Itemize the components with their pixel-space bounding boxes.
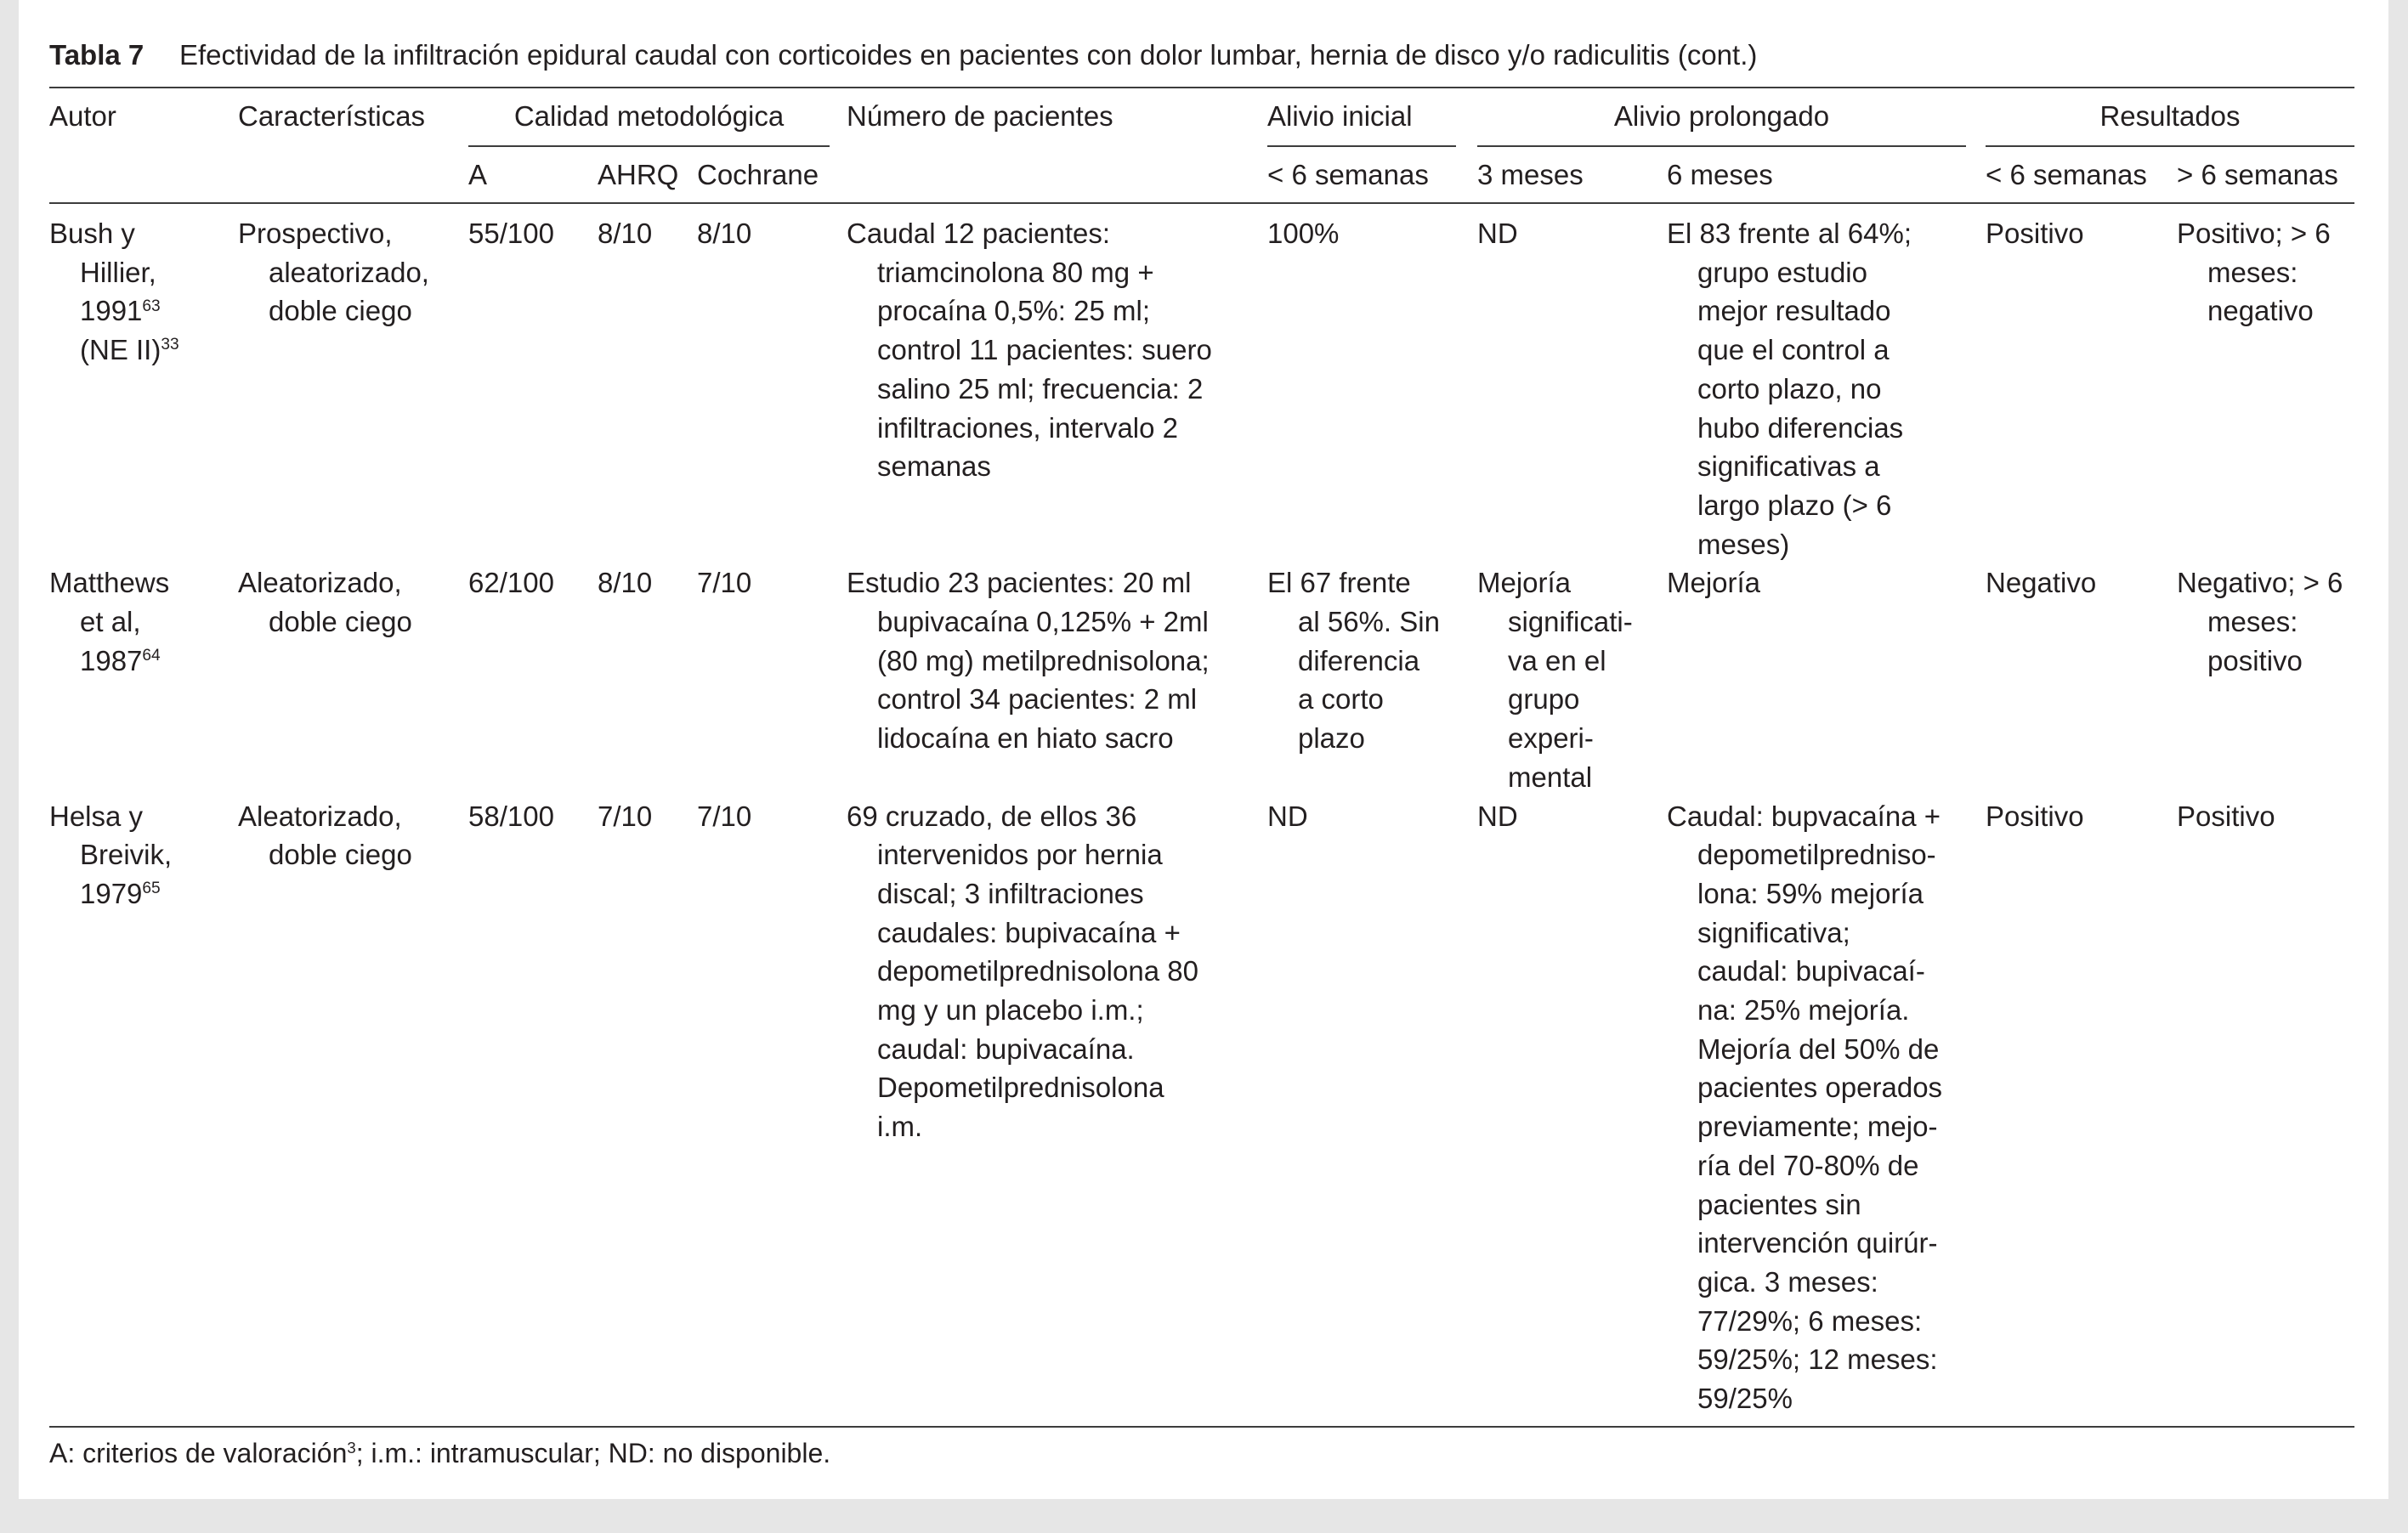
citation-year: 1987 xyxy=(80,644,143,676)
cell-res-lt6 xyxy=(1986,563,2177,796)
cell-line: caudales: bupivacaína + xyxy=(877,916,1181,948)
cell-line: Positivo xyxy=(1986,800,2084,832)
top-rule xyxy=(49,87,2354,88)
cell-line: Mejoría xyxy=(1477,567,1572,599)
cell-line: Mejoría xyxy=(1667,567,1761,599)
cell-line: control 34 pacientes: 2 ml xyxy=(877,683,1198,716)
table-body xyxy=(49,214,2354,1418)
cell-numero xyxy=(847,563,1267,796)
table-label: Tabla 7 xyxy=(49,39,144,71)
cell-line: bupivacaína 0,125% + 2ml xyxy=(877,606,1209,638)
cell-a xyxy=(468,797,598,1418)
cell-ahrq xyxy=(598,214,697,563)
cell-line: grupo estudio xyxy=(1697,256,1867,288)
cell-line: significativas a xyxy=(1697,450,1880,483)
cell-line: Breivik, xyxy=(80,839,173,871)
cell-line: ND xyxy=(1267,800,1308,832)
cell-line: mg y un placebo i.m.; xyxy=(877,994,1144,1027)
col-header-cochrane: Cochrane xyxy=(697,159,819,190)
col-header-inicial-lt6: < 6 semanas xyxy=(1267,159,1429,190)
cell-line: discal; 3 infiltraciones xyxy=(877,877,1144,909)
cell-line: corto plazo, no xyxy=(1697,372,1882,404)
cell-line xyxy=(49,642,238,681)
col-header-ahrq: AHRQ xyxy=(598,159,679,190)
cell-autor xyxy=(49,214,238,563)
cell-line: negativo xyxy=(2207,295,2314,327)
cell-line: plazo xyxy=(1298,722,1365,755)
cell-alivio-inicial xyxy=(1267,797,1477,1418)
cell-line: hubo diferencias xyxy=(1697,411,1904,444)
cell-line: Hillier, xyxy=(80,256,156,288)
cell-line: meses: xyxy=(2207,256,2298,288)
cell-line: pacientes operados xyxy=(1697,1072,1943,1104)
cell-line: Aleatorizado, xyxy=(238,800,402,832)
cell-line: 8/10 xyxy=(598,218,653,249)
col-header-resultados-gt6: > 6 semanas xyxy=(2177,159,2338,190)
cell-line: et al, xyxy=(80,606,141,638)
cell-prol-3m xyxy=(1477,797,1667,1418)
cell-line: 62/100 xyxy=(468,567,554,599)
cell-line: meses: xyxy=(2207,606,2298,638)
cell-line: significativa; xyxy=(1697,916,1850,948)
cell-alivio-inicial xyxy=(1267,214,1477,563)
col-header-prolongado-3m: 3 meses xyxy=(1477,159,1584,190)
cell-cochrane xyxy=(697,797,847,1418)
cell-line: ND xyxy=(1477,800,1518,832)
cell-res-lt6 xyxy=(1986,214,2177,563)
cell-line: 8/10 xyxy=(598,567,653,599)
cell-line: grupo xyxy=(1508,683,1580,716)
footnote-reference: 3 xyxy=(347,1438,356,1457)
col-header-a: A xyxy=(468,159,488,190)
cell-a xyxy=(468,214,598,563)
cell-line: a corto xyxy=(1298,683,1384,716)
cell-line: va en el xyxy=(1508,644,1606,676)
cell-line: doble ciego xyxy=(269,839,412,871)
reference-number: 63 xyxy=(142,297,161,315)
cell-line: i.m. xyxy=(877,1111,923,1143)
cell-caracteristicas xyxy=(238,214,468,563)
cell-autor xyxy=(49,563,238,796)
cell-line: Positivo xyxy=(1986,218,2084,249)
cell-line: 100% xyxy=(1267,218,1340,249)
cell-line xyxy=(49,874,238,914)
cell-line: pacientes sin xyxy=(1697,1188,1861,1220)
cell-caracteristicas xyxy=(238,563,468,796)
cell-numero xyxy=(847,214,1267,563)
cell-line: Aleatorizado, xyxy=(238,567,402,599)
cell-autor xyxy=(49,797,238,1418)
cell-prol-6m xyxy=(1667,214,1986,563)
cell-line: Positivo; > 6 xyxy=(2177,218,2331,249)
reference-number: 64 xyxy=(142,646,161,665)
cell-line: El 83 frente al 64%; xyxy=(1667,218,1912,249)
cell-line: previamente; mejo- xyxy=(1697,1111,1938,1143)
cell-line: intervención quirúr- xyxy=(1697,1227,1938,1259)
cell-line: Matthews xyxy=(49,567,170,599)
cell-alivio-inicial xyxy=(1267,563,1477,796)
reference-number: 33 xyxy=(161,336,179,354)
cell-line: caudal: bupivacaína. xyxy=(877,1032,1135,1065)
group-rule-alivio-inicial xyxy=(1267,145,1456,147)
cell-line: El 67 frente xyxy=(1267,567,1411,599)
cell-line: infiltraciones, intervalo 2 xyxy=(877,411,1179,444)
cell-line: mejor resultado xyxy=(1697,295,1891,327)
cell-prol-3m xyxy=(1477,214,1667,563)
cell-line: Bush y xyxy=(49,218,135,249)
cell-prol-3m xyxy=(1477,563,1667,796)
cell-line: 7/10 xyxy=(697,567,752,599)
table-row xyxy=(49,563,2354,796)
cell-prol-6m xyxy=(1667,797,1986,1418)
cell-line: aleatorizado, xyxy=(269,256,429,288)
cell-ahrq xyxy=(598,563,697,796)
cell-line: procaína 0,5%: 25 ml; xyxy=(877,295,1151,327)
cell-line: 7/10 xyxy=(697,800,752,832)
cell-line: 55/100 xyxy=(468,218,554,249)
cell-line: doble ciego xyxy=(269,295,412,327)
cell-line: depometilprednisolona 80 xyxy=(877,955,1198,987)
col-group-calidad: Calidad metodológica xyxy=(513,100,785,132)
col-header-caracteristicas: Características xyxy=(238,100,426,132)
cell-line: largo plazo (> 6 xyxy=(1697,489,1892,521)
cell-res-gt6 xyxy=(2177,563,2354,796)
cell-line: control 11 pacientes: suero xyxy=(877,334,1212,366)
cell-line: 7/10 xyxy=(598,800,653,832)
cell-line: 59/25%; 12 meses: xyxy=(1697,1343,1938,1376)
cell-res-gt6 xyxy=(2177,214,2354,563)
reference-number: 65 xyxy=(142,880,161,898)
cell-res-gt6 xyxy=(2177,797,2354,1418)
cell-line: (80 mg) metilprednisolona; xyxy=(877,644,1210,676)
col-header-prolongado-6m: 6 meses xyxy=(1667,159,1773,190)
footnote-text-end: ; i.m.: intramuscular; ND: no disponible. xyxy=(355,1438,831,1468)
cell-line: 69 cruzado, de ellos 36 xyxy=(847,800,1137,832)
table-row xyxy=(49,214,2354,563)
cell-line: experi- xyxy=(1508,722,1594,755)
cell-line: Negativo; > 6 xyxy=(2177,567,2343,599)
cell-line: ND xyxy=(1477,218,1518,249)
cell-line: al 56%. Sin xyxy=(1298,606,1440,638)
cell-line: mental xyxy=(1508,761,1593,793)
cell-line: semanas xyxy=(877,450,991,483)
header-bottom-rule xyxy=(49,202,2354,204)
cell-numero xyxy=(847,797,1267,1418)
cell-line: Depometilprednisolona xyxy=(877,1072,1164,1104)
cell-line: Caudal: bupvacaína + xyxy=(1667,800,1941,832)
cell-prol-6m xyxy=(1667,563,1986,796)
group-rule-calidad xyxy=(468,145,830,147)
cell-line xyxy=(49,291,238,331)
citation-year: (NE II) xyxy=(80,334,161,366)
cell-cochrane xyxy=(697,214,847,563)
cell-line: intervenidos por hernia xyxy=(877,839,1163,871)
citation-year: 1979 xyxy=(80,877,143,909)
cell-line: diferencia xyxy=(1298,644,1420,676)
table-row xyxy=(49,797,2354,1418)
cell-line: lidocaína en hiato sacro xyxy=(877,722,1174,755)
cell-line: depometilpredniso- xyxy=(1697,839,1936,871)
citation-year: 1991 xyxy=(80,295,143,327)
cell-line: gica. 3 meses: xyxy=(1697,1265,1878,1298)
cell-line: positivo xyxy=(2207,644,2303,676)
cell-line: triamcinolona 80 mg + xyxy=(877,256,1154,288)
cell-line: ría del 70-80% de xyxy=(1697,1149,1919,1181)
group-rule-resultados xyxy=(1986,145,2354,147)
col-group-alivio-inicial: Alivio inicial xyxy=(1267,100,1413,132)
cell-line: 77/29%; 6 meses: xyxy=(1697,1304,1923,1337)
cell-line: significati- xyxy=(1508,606,1633,638)
cell-res-lt6 xyxy=(1986,797,2177,1418)
cell-line: Estudio 23 pacientes: 20 ml xyxy=(847,567,1192,599)
cell-line: Mejoría del 50% de xyxy=(1697,1032,1940,1065)
cell-ahrq xyxy=(598,797,697,1418)
col-group-alivio-prolongado: Alivio prolongado xyxy=(1613,100,1830,132)
cell-caracteristicas xyxy=(238,797,468,1418)
cell-line: Caudal 12 pacientes: xyxy=(847,218,1111,249)
cell-line: meses) xyxy=(1697,528,1790,560)
cell-line: na: 25% mejoría. xyxy=(1697,994,1910,1027)
bottom-rule xyxy=(49,1426,2354,1428)
group-rule-alivio-prolongado xyxy=(1477,145,1966,147)
cell-line: 58/100 xyxy=(468,800,554,832)
table-title: Efectividad de la infiltración epidural caudal con corticoides en pacientes con dolor lumbar, hernia de disco y/o radiculitis (cont.) xyxy=(179,39,1758,71)
cell-line: que el control a xyxy=(1697,334,1890,366)
footnote-text: A: criterios de valoración xyxy=(49,1438,348,1468)
table-footnote xyxy=(49,1434,830,1474)
col-header-numero: Número de pacientes xyxy=(847,100,1113,132)
col-header-autor: Autor xyxy=(49,100,116,132)
cell-cochrane xyxy=(697,563,847,796)
cell-line: Negativo xyxy=(1986,567,2097,599)
cell-line: Positivo xyxy=(2177,800,2275,832)
cell-line xyxy=(49,331,238,370)
cell-line: 59/25% xyxy=(1697,1383,1793,1415)
cell-line: lona: 59% mejoría xyxy=(1697,877,1924,909)
cell-line: doble ciego xyxy=(269,606,412,638)
cell-line: Prospectivo, xyxy=(238,218,393,249)
col-group-resultados: Resultados xyxy=(2099,100,2241,132)
cell-line: 8/10 xyxy=(697,218,752,249)
cell-a xyxy=(468,563,598,796)
cell-line: Helsa y xyxy=(49,800,144,832)
col-header-resultados-lt6: < 6 semanas xyxy=(1986,159,2147,190)
cell-line: caudal: bupivacaí- xyxy=(1697,955,1925,987)
cell-line: salino 25 ml; frecuencia: 2 xyxy=(877,372,1204,404)
